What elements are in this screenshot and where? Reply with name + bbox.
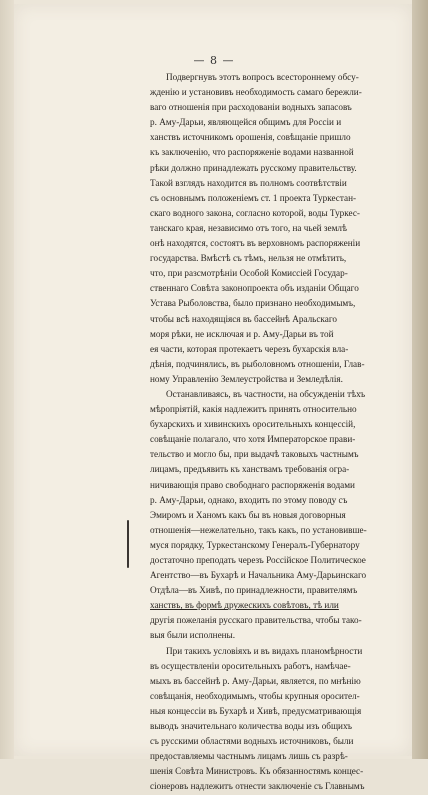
text-line: р. Аму-Дарьи, однако, входить по этому поводу съ xyxy=(150,494,348,505)
text-line: выя были исполнены. xyxy=(150,630,236,641)
text-line: жденію и установивъ необходимость самаго бережли- xyxy=(150,87,362,98)
text-line: государства. Вмѣстѣ съ тѣмъ, нельзя не отмѣтить, xyxy=(150,253,347,264)
text-line: что, при разсмотрѣніи Особой Комиссіей Государ- xyxy=(150,268,348,279)
text-line: достаточно преподать черезъ Россійское Политическое xyxy=(150,555,366,565)
text-line: лицамъ, предъявить къ ханствамъ требованія огра- xyxy=(150,464,350,475)
page-number: — 8 — xyxy=(193,54,235,67)
text-line: ханствъ источникомъ орошенія, совѣщаніе пришло xyxy=(150,132,351,143)
text-line: чтобы всѣ находящіяся въ бассейнѣ Аральскаго xyxy=(150,313,337,324)
text-line: Отдѣла—въ Хивѣ, по принадлежности, правителямъ xyxy=(150,585,358,596)
text-line: другія пожеланія русскаго правительства, чтобы тако- xyxy=(150,615,362,626)
text-line: Агентство—въ Бухарѣ и Начальника Аму-Дарьинскаго xyxy=(150,570,367,581)
text-line: совѣщанія, необходимымъ, чтобы крупныя оросител- xyxy=(150,690,360,701)
text-line: ному Управленію Землеустройства и Земледѣлія. xyxy=(150,373,343,384)
text-line: дѣнія, подчинялись, въ рыболовномъ отношеніи, Глав- xyxy=(150,358,365,369)
text-line: скаго водного закона, согласно которой, воды Туркес- xyxy=(150,207,360,218)
text-line: тельство и могло бы, при выдачѣ таковыхъ частнымъ xyxy=(150,449,359,460)
text-line: При такихъ условіяхъ и въ видахъ планомѣрности xyxy=(166,645,363,656)
paragraph-1 xyxy=(134,70,388,387)
body-text xyxy=(134,70,388,795)
page-edge xyxy=(412,0,428,759)
text-line: онѣ находятся, состоятъ въ верховномъ распоряженіи xyxy=(150,238,361,249)
margin-pencil-mark xyxy=(127,520,129,568)
text-line: Подвергнувъ этотъ вопросъ всестороннему обсу- xyxy=(166,72,359,82)
text-line: къ заключенію, что распоряженіе водами названной xyxy=(150,147,354,158)
text-line: съ основнымъ положеніемъ ст. 1 проекта Туркестан- xyxy=(150,192,357,203)
text-line: ханствъ, въ формѣ дружескихъ совѣтовъ, тѣ или xyxy=(150,600,339,611)
text-line: танскаго края, независимо отъ того, на чьей землѣ xyxy=(150,222,347,233)
text-line: муся порядку, Туркестанскому Генералъ-Губернатору xyxy=(150,539,360,550)
book-gutter xyxy=(0,0,14,759)
text-line: шенія Совѣта Министровъ. Къ обязанностямъ концес- xyxy=(150,766,364,777)
text-line: выводъ значительнаго количества воды изъ общихъ xyxy=(150,721,352,732)
text-line: мѣропріятій, какія надлежитъ принять относительно xyxy=(150,404,357,415)
paragraph-3 xyxy=(134,644,388,795)
text-line: Такой взглядъ находится въ полномъ соотвѣтствіи xyxy=(150,177,347,188)
text-line: бухарскихъ и хивинскихъ оросительныхъ концессій, xyxy=(150,419,356,430)
text-line: совѣщаніе полагало, что хотя Императорское прави- xyxy=(150,434,356,445)
paragraph-2 xyxy=(134,387,388,644)
text-line: въ осуществленіи оросительныхъ работъ, намѣчае- xyxy=(150,660,351,671)
text-line: моря рѣки, не исключая и р. Аму-Дарьи въ той xyxy=(150,328,334,339)
text-line: Устава Рыболовства, было признано необходимымъ, xyxy=(150,298,356,309)
text-line: предоставляемы частнымъ лицамъ лишь съ разрѣ- xyxy=(150,751,348,762)
text-line: отношенія—нежелательно, такъ какъ, по установивше- xyxy=(150,524,367,535)
text-line: сіонеровъ надлежитъ отнести заключеніе съ Главнымъ xyxy=(150,781,365,792)
text-line: Останавливаясь, въ частности, на обсужденіи тѣхъ xyxy=(166,388,366,399)
text-line: ничивающія право свободнаго распоряженія водами xyxy=(150,479,355,490)
text-line: ственнаго Совѣта законопроекта объ изданіи Общаго xyxy=(150,283,359,294)
text-line: ныя концессіи въ Бухарѣ и Хивѣ, предусматривающія xyxy=(150,705,362,716)
text-line: рѣки должно принадлежать русскому правительству. xyxy=(150,162,357,173)
text-line: ея части, которая протекаетъ черезъ бухарскія вла- xyxy=(150,343,349,354)
text-line: р. Аму-Дарьи, являющейся общимъ для Россіи и xyxy=(150,117,342,128)
text-line: мыхъ въ бассейнѣ р. Аму-Дарьи, является, по мнѣнію xyxy=(150,675,361,686)
text-line: Эмиромъ и Ханомъ какъ бы въ новыя договорныя xyxy=(150,509,346,520)
text-line: съ русскими областями водныхъ источниковъ, были xyxy=(150,736,354,747)
text-line: ваго отношенія при расходованіи водныхъ запасовъ xyxy=(150,102,352,113)
